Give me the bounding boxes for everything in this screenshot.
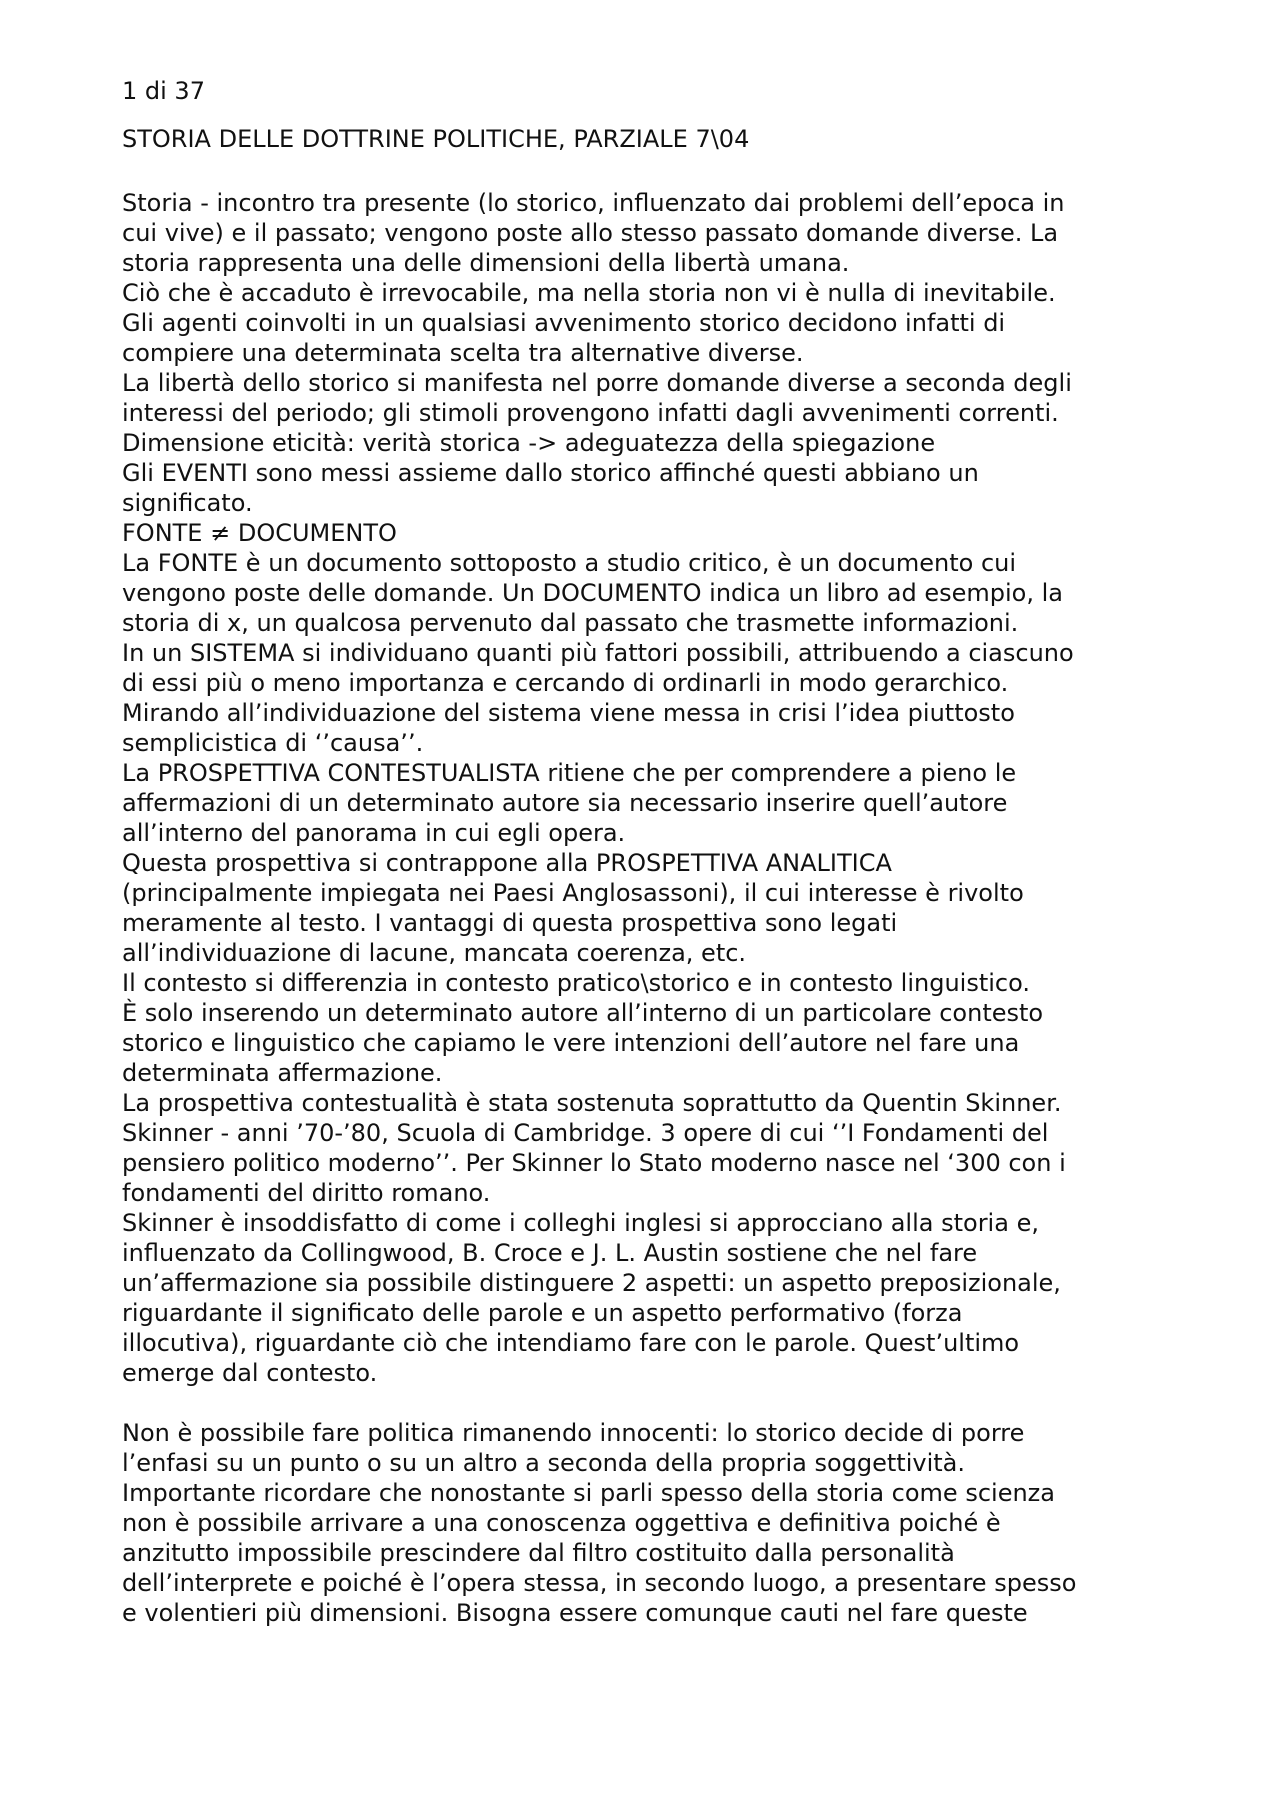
text-line: È solo inserendo un determinato autore all’interno di un particolare contesto bbox=[122, 999, 1044, 1027]
text-line: Mirando all’individuazione del sistema viene messa in crisi l’idea piuttosto bbox=[122, 699, 1015, 727]
text-line: (principalmente impiegata nei Paesi Anglosassoni), il cui interesse è rivolto bbox=[122, 879, 1024, 907]
text-line: cui vive) e il passato; vengono poste allo stesso passato domande diverse. La bbox=[122, 219, 1059, 247]
text-line: Ciò che è accaduto è irrevocabile, ma nella storia non vi è nulla di inevitabile. bbox=[122, 279, 1056, 307]
text-line: FONTE ≠ DOCUMENTO bbox=[122, 519, 397, 547]
text-line: significato. bbox=[122, 489, 253, 517]
text-line: vengono poste delle domande. Un DOCUMENTO indica un libro ad esempio, la bbox=[122, 579, 1063, 607]
text-line: In un SISTEMA si individuano quanti più fattori possibili, attribuendo a ciascuno bbox=[122, 639, 1074, 667]
text-line: influenzato da Collingwood, B. Croce e J. L. Austin sostiene che nel fare bbox=[122, 1239, 978, 1267]
text-line: storia di x, un qualcosa pervenuto dal passato che trasmette informazioni. bbox=[122, 609, 1019, 637]
text-line: affermazioni di un determinato autore sia necessario inserire quell’autore bbox=[122, 789, 1008, 817]
text-line: fondamenti del diritto romano. bbox=[122, 1179, 491, 1207]
text-line: determinata affermazione. bbox=[122, 1059, 443, 1087]
text-line: Non è possibile fare politica rimanendo innocenti: lo storico decide di porre bbox=[122, 1419, 1025, 1447]
document-title: STORIA DELLE DOTTRINE POLITICHE, PARZIALE 7\04 bbox=[122, 125, 750, 153]
text-line: meramente al testo. I vantaggi di questa prospettiva sono legati bbox=[122, 909, 898, 937]
text-line: Dimensione eticità: verità storica -> adeguatezza della spiegazione bbox=[122, 429, 936, 457]
text-line: l’enfasi su un punto o su un altro a seconda della propria soggettività. bbox=[122, 1449, 965, 1477]
text-line: non è possibile arrivare a una conoscenza oggettiva e definitiva poiché è bbox=[122, 1509, 1001, 1537]
text-line: anzitutto impossibile prescindere dal filtro costituito dalla personalità bbox=[122, 1539, 955, 1567]
text-line: semplicistica di ‘’causa’’. bbox=[122, 729, 424, 757]
paragraph-spacer bbox=[122, 1388, 1182, 1418]
text-line: all’interno del panorama in cui egli opera. bbox=[122, 819, 626, 847]
text-line: La FONTE è un documento sottoposto a studio critico, è un documento cui bbox=[122, 549, 1017, 577]
paragraph-block-1 bbox=[122, 188, 1182, 1388]
text-line: compiere una determinata scelta tra alternative diverse. bbox=[122, 339, 804, 367]
text-line: dell’interprete e poiché è l’opera stessa, in secondo luogo, a presentare spesso bbox=[122, 1569, 1077, 1597]
text-line: storia rappresenta una delle dimensioni della libertà umana. bbox=[122, 249, 850, 277]
text-line: e volentieri più dimensioni. Bisogna essere comunque cauti nel fare queste bbox=[122, 1599, 1028, 1627]
text-line: Gli agenti coinvolti in un qualsiasi avvenimento storico decidono infatti di bbox=[122, 309, 1006, 337]
text-line: di essi più o meno importanza e cercando di ordinarli in modo gerarchico. bbox=[122, 669, 1009, 697]
text-line: emerge dal contesto. bbox=[122, 1359, 378, 1387]
text-line: illocutiva), riguardante ciò che intendiamo fare con le parole. Quest’ultimo bbox=[122, 1329, 1020, 1357]
text-line: Gli EVENTI sono messi assieme dallo storico affinché questi abbiano un bbox=[122, 459, 979, 487]
text-line: pensiero politico moderno’’. Per Skinner lo Stato moderno nasce nel ‘300 con i bbox=[122, 1149, 1066, 1177]
text-line: all’individuazione di lacune, mancata coerenza, etc. bbox=[122, 939, 747, 967]
text-line: riguardante il significato delle parole e un aspetto performativo (forza bbox=[122, 1299, 963, 1327]
text-line: Questa prospettiva si contrappone alla PROSPETTIVA ANALITICA bbox=[122, 849, 892, 877]
text-line: Importante ricordare che nonostante si parli spesso della storia come scienza bbox=[122, 1479, 1055, 1507]
text-line: Skinner - anni ’70-’80, Scuola di Cambridge. 3 opere di cui ‘’I Fondamenti del bbox=[122, 1119, 1049, 1147]
text-line: interessi del periodo; gli stimoli provengono infatti dagli avvenimenti correnti. bbox=[122, 399, 1059, 427]
text-line: Skinner è insoddisfatto di come i colleghi inglesi si approcciano alla storia e, bbox=[122, 1209, 1039, 1237]
text-line: un’affermazione sia possibile distinguere 2 aspetti: un aspetto preposizionale, bbox=[122, 1269, 1061, 1297]
document-body bbox=[122, 188, 1182, 1628]
text-line: La prospettiva contestualità è stata sostenuta soprattutto da Quentin Skinner. bbox=[122, 1089, 1062, 1117]
text-line: Storia - incontro tra presente (lo storico, influenzato dai problemi dell’epoca in bbox=[122, 189, 1065, 217]
page-counter: 1 di 37 bbox=[122, 77, 205, 105]
paragraph-block-2 bbox=[122, 1418, 1182, 1628]
text-line: La PROSPETTIVA CONTESTUALISTA ritiene che per comprendere a pieno le bbox=[122, 759, 1017, 787]
text-line: Il contesto si differenzia in contesto pratico\storico e in contesto linguistico. bbox=[122, 969, 1031, 997]
text-line: La libertà dello storico si manifesta nel porre domande diverse a seconda degli bbox=[122, 369, 1072, 397]
text-line: storico e linguistico che capiamo le vere intenzioni dell’autore nel fare una bbox=[122, 1029, 1020, 1057]
